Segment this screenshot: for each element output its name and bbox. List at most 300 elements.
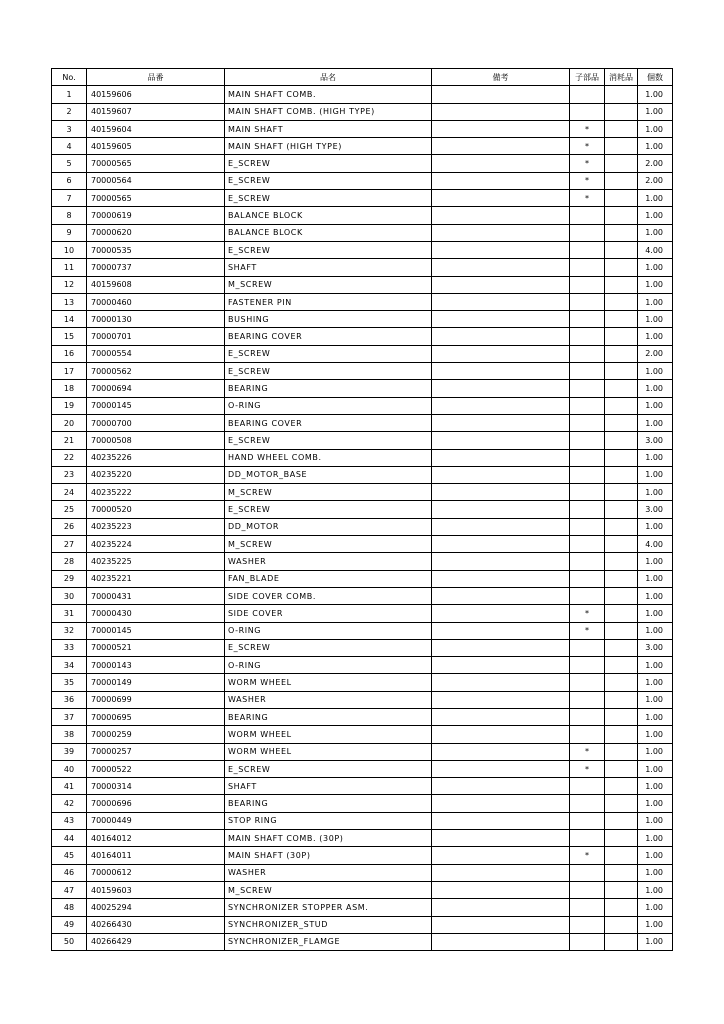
- row-number: 50: [52, 933, 87, 950]
- part-name-cell: BALANCE BLOCK: [225, 224, 432, 241]
- table-row: [52, 86, 673, 103]
- part-number-cell: 70000149: [87, 674, 225, 691]
- quantity-cell: 3.00: [638, 432, 673, 449]
- table-row: [52, 414, 673, 431]
- row-number: 37: [52, 708, 87, 725]
- remarks-cell: [432, 120, 570, 137]
- row-number: 49: [52, 916, 87, 933]
- part-name-cell: MAIN SHAFT COMB. (HIGH TYPE): [225, 103, 432, 120]
- row-number: 48: [52, 899, 87, 916]
- remarks-cell: [432, 397, 570, 414]
- sub-part-mark-cell: *: [570, 760, 605, 777]
- row-number: 15: [52, 328, 87, 345]
- table-row: [52, 830, 673, 847]
- sub-part-mark-cell: [570, 414, 605, 431]
- part-number-cell: 70000565: [87, 155, 225, 172]
- consumable-mark-cell: [605, 120, 638, 137]
- part-number-cell: 70000737: [87, 259, 225, 276]
- quantity-cell: 1.00: [638, 363, 673, 380]
- header-sub-part: 子部品: [570, 69, 605, 86]
- quantity-cell: 1.00: [638, 466, 673, 483]
- table-row: [52, 103, 673, 120]
- quantity-cell: 1.00: [638, 657, 673, 674]
- sub-part-mark-cell: *: [570, 172, 605, 189]
- remarks-cell: [432, 190, 570, 207]
- table-row: [52, 345, 673, 362]
- part-number-cell: 70000695: [87, 708, 225, 725]
- table-row: [52, 501, 673, 518]
- part-name-cell: SIDE COVER COMB.: [225, 587, 432, 604]
- table-body: [52, 86, 673, 951]
- sub-part-mark-cell: [570, 466, 605, 483]
- part-number-cell: 40025294: [87, 899, 225, 916]
- part-name-cell: MAIN SHAFT (30P): [225, 847, 432, 864]
- quantity-cell: 1.00: [638, 743, 673, 760]
- remarks-cell: [432, 103, 570, 120]
- row-number: 18: [52, 380, 87, 397]
- table-row: [52, 536, 673, 553]
- part-name-cell: M_SCREW: [225, 276, 432, 293]
- quantity-cell: 1.00: [638, 293, 673, 310]
- part-number-cell: 40159604: [87, 120, 225, 137]
- quantity-cell: 1.00: [638, 449, 673, 466]
- remarks-cell: [432, 743, 570, 760]
- row-number: 9: [52, 224, 87, 241]
- quantity-cell: 1.00: [638, 103, 673, 120]
- quantity-cell: 1.00: [638, 605, 673, 622]
- sub-part-mark-cell: [570, 708, 605, 725]
- part-name-cell: E_SCREW: [225, 345, 432, 362]
- table-row: [52, 899, 673, 916]
- part-name-cell: MAIN SHAFT (HIGH TYPE): [225, 138, 432, 155]
- remarks-cell: [432, 570, 570, 587]
- part-name-cell: MAIN SHAFT COMB.: [225, 86, 432, 103]
- table-row: [52, 657, 673, 674]
- row-number: 32: [52, 622, 87, 639]
- parts-list-table: [51, 68, 673, 951]
- quantity-cell: 1.00: [638, 864, 673, 881]
- quantity-cell: 1.00: [638, 328, 673, 345]
- part-name-cell: E_SCREW: [225, 760, 432, 777]
- consumable-mark-cell: [605, 933, 638, 950]
- part-name-cell: E_SCREW: [225, 501, 432, 518]
- table-row: [52, 622, 673, 639]
- row-number: 28: [52, 553, 87, 570]
- part-number-cell: 40159603: [87, 881, 225, 898]
- table-row: [52, 207, 673, 224]
- consumable-mark-cell: [605, 743, 638, 760]
- quantity-cell: 1.00: [638, 380, 673, 397]
- row-number: 39: [52, 743, 87, 760]
- table-row: [52, 916, 673, 933]
- row-number: 11: [52, 259, 87, 276]
- header-part-name: 品名: [225, 69, 432, 86]
- sub-part-mark-cell: [570, 812, 605, 829]
- part-number-cell: 70000145: [87, 397, 225, 414]
- part-number-cell: 40159606: [87, 86, 225, 103]
- part-number-cell: 70000460: [87, 293, 225, 310]
- remarks-cell: [432, 224, 570, 241]
- quantity-cell: 4.00: [638, 536, 673, 553]
- quantity-cell: 3.00: [638, 639, 673, 656]
- row-number: 45: [52, 847, 87, 864]
- part-number-cell: 40235222: [87, 484, 225, 501]
- table-row: [52, 553, 673, 570]
- sub-part-mark-cell: [570, 311, 605, 328]
- part-name-cell: BEARING: [225, 708, 432, 725]
- part-number-cell: 70000564: [87, 172, 225, 189]
- consumable-mark-cell: [605, 916, 638, 933]
- part-name-cell: M_SCREW: [225, 536, 432, 553]
- row-number: 3: [52, 120, 87, 137]
- row-number: 13: [52, 293, 87, 310]
- table-row: [52, 138, 673, 155]
- consumable-mark-cell: [605, 553, 638, 570]
- remarks-cell: [432, 380, 570, 397]
- part-number-cell: 70000565: [87, 190, 225, 207]
- remarks-cell: [432, 726, 570, 743]
- sub-part-mark-cell: [570, 570, 605, 587]
- table-row: [52, 933, 673, 950]
- row-number: 17: [52, 363, 87, 380]
- consumable-mark-cell: [605, 311, 638, 328]
- part-name-cell: E_SCREW: [225, 241, 432, 258]
- part-number-cell: 70000554: [87, 345, 225, 362]
- part-name-cell: WORM WHEEL: [225, 674, 432, 691]
- consumable-mark-cell: [605, 726, 638, 743]
- sub-part-mark-cell: [570, 363, 605, 380]
- part-number-cell: 40266430: [87, 916, 225, 933]
- consumable-mark-cell: [605, 345, 638, 362]
- consumable-mark-cell: [605, 881, 638, 898]
- consumable-mark-cell: [605, 466, 638, 483]
- consumable-mark-cell: [605, 518, 638, 535]
- quantity-cell: 1.00: [638, 899, 673, 916]
- part-name-cell: WORM WHEEL: [225, 743, 432, 760]
- remarks-cell: [432, 432, 570, 449]
- remarks-cell: [432, 916, 570, 933]
- part-name-cell: E_SCREW: [225, 155, 432, 172]
- header-remarks: 備考: [432, 69, 570, 86]
- part-name-cell: WASHER: [225, 864, 432, 881]
- consumable-mark-cell: [605, 657, 638, 674]
- row-number: 16: [52, 345, 87, 362]
- table-row: [52, 743, 673, 760]
- quantity-cell: 1.00: [638, 207, 673, 224]
- remarks-cell: [432, 207, 570, 224]
- part-number-cell: 70000130: [87, 311, 225, 328]
- table-row: [52, 708, 673, 725]
- row-number: 7: [52, 190, 87, 207]
- table-row: [52, 293, 673, 310]
- part-name-cell: BEARING: [225, 380, 432, 397]
- row-number: 21: [52, 432, 87, 449]
- quantity-cell: 1.00: [638, 259, 673, 276]
- part-name-cell: BEARING: [225, 795, 432, 812]
- quantity-cell: 1.00: [638, 622, 673, 639]
- quantity-cell: 1.00: [638, 484, 673, 501]
- table-row: [52, 587, 673, 604]
- quantity-cell: 1.00: [638, 830, 673, 847]
- part-name-cell: BEARING COVER: [225, 414, 432, 431]
- table-row: [52, 363, 673, 380]
- consumable-mark-cell: [605, 708, 638, 725]
- row-number: 27: [52, 536, 87, 553]
- sub-part-mark-cell: [570, 674, 605, 691]
- header-quantity: 個数: [638, 69, 673, 86]
- remarks-cell: [432, 899, 570, 916]
- remarks-cell: [432, 241, 570, 258]
- remarks-cell: [432, 864, 570, 881]
- sub-part-mark-cell: [570, 864, 605, 881]
- header-no: No.: [52, 69, 87, 86]
- remarks-cell: [432, 622, 570, 639]
- part-number-cell: 70000522: [87, 760, 225, 777]
- remarks-cell: [432, 466, 570, 483]
- remarks-cell: [432, 501, 570, 518]
- part-number-cell: 70000699: [87, 691, 225, 708]
- table-row: [52, 484, 673, 501]
- table-row: [52, 432, 673, 449]
- part-number-cell: 70000701: [87, 328, 225, 345]
- quantity-cell: 1.00: [638, 847, 673, 864]
- sub-part-mark-cell: *: [570, 155, 605, 172]
- remarks-cell: [432, 518, 570, 535]
- row-number: 44: [52, 830, 87, 847]
- sub-part-mark-cell: [570, 328, 605, 345]
- consumable-mark-cell: [605, 293, 638, 310]
- row-number: 20: [52, 414, 87, 431]
- quantity-cell: 2.00: [638, 345, 673, 362]
- remarks-cell: [432, 345, 570, 362]
- sub-part-mark-cell: [570, 916, 605, 933]
- consumable-mark-cell: [605, 778, 638, 795]
- quantity-cell: 1.00: [638, 120, 673, 137]
- quantity-cell: 1.00: [638, 414, 673, 431]
- sub-part-mark-cell: [570, 484, 605, 501]
- quantity-cell: 3.00: [638, 501, 673, 518]
- remarks-cell: [432, 708, 570, 725]
- part-number-cell: 70000431: [87, 587, 225, 604]
- row-number: 12: [52, 276, 87, 293]
- quantity-cell: 1.00: [638, 138, 673, 155]
- part-name-cell: SYNCHRONIZER_STUD: [225, 916, 432, 933]
- remarks-cell: [432, 605, 570, 622]
- sub-part-mark-cell: [570, 397, 605, 414]
- sub-part-mark-cell: [570, 795, 605, 812]
- consumable-mark-cell: [605, 760, 638, 777]
- table-row: [52, 380, 673, 397]
- remarks-cell: [432, 830, 570, 847]
- row-number: 40: [52, 760, 87, 777]
- consumable-mark-cell: [605, 674, 638, 691]
- consumable-mark-cell: [605, 103, 638, 120]
- table-row: [52, 518, 673, 535]
- table-row: [52, 241, 673, 258]
- consumable-mark-cell: [605, 830, 638, 847]
- sub-part-mark-cell: *: [570, 622, 605, 639]
- row-number: 6: [52, 172, 87, 189]
- remarks-cell: [432, 172, 570, 189]
- row-number: 23: [52, 466, 87, 483]
- remarks-cell: [432, 881, 570, 898]
- sub-part-mark-cell: [570, 830, 605, 847]
- part-number-cell: 40235225: [87, 553, 225, 570]
- part-name-cell: SHAFT: [225, 778, 432, 795]
- part-name-cell: BALANCE BLOCK: [225, 207, 432, 224]
- quantity-cell: 1.00: [638, 570, 673, 587]
- part-number-cell: 70000535: [87, 241, 225, 258]
- consumable-mark-cell: [605, 691, 638, 708]
- remarks-cell: [432, 363, 570, 380]
- consumable-mark-cell: [605, 397, 638, 414]
- table-row: [52, 691, 673, 708]
- part-name-cell: FASTENER PIN: [225, 293, 432, 310]
- table-row: [52, 155, 673, 172]
- part-name-cell: E_SCREW: [225, 190, 432, 207]
- row-number: 38: [52, 726, 87, 743]
- table-header-row: [52, 69, 673, 86]
- consumable-mark-cell: [605, 449, 638, 466]
- part-number-cell: 70000694: [87, 380, 225, 397]
- quantity-cell: 1.00: [638, 760, 673, 777]
- remarks-cell: [432, 795, 570, 812]
- part-number-cell: 70000259: [87, 726, 225, 743]
- table-row: [52, 605, 673, 622]
- consumable-mark-cell: [605, 259, 638, 276]
- consumable-mark-cell: [605, 138, 638, 155]
- part-name-cell: E_SCREW: [225, 363, 432, 380]
- row-number: 26: [52, 518, 87, 535]
- consumable-mark-cell: [605, 380, 638, 397]
- consumable-mark-cell: [605, 190, 638, 207]
- sub-part-mark-cell: *: [570, 743, 605, 760]
- consumable-mark-cell: [605, 639, 638, 656]
- row-number: 14: [52, 311, 87, 328]
- sub-part-mark-cell: *: [570, 605, 605, 622]
- remarks-cell: [432, 587, 570, 604]
- row-number: 25: [52, 501, 87, 518]
- quantity-cell: 2.00: [638, 172, 673, 189]
- part-number-cell: 70000620: [87, 224, 225, 241]
- table-row: [52, 172, 673, 189]
- table-row: [52, 812, 673, 829]
- table-row: [52, 120, 673, 137]
- part-number-cell: 70000696: [87, 795, 225, 812]
- part-name-cell: FAN_BLADE: [225, 570, 432, 587]
- table-row: [52, 639, 673, 656]
- consumable-mark-cell: [605, 622, 638, 639]
- part-name-cell: MAIN SHAFT COMB. (30P): [225, 830, 432, 847]
- part-name-cell: SHAFT: [225, 259, 432, 276]
- row-number: 35: [52, 674, 87, 691]
- row-number: 22: [52, 449, 87, 466]
- part-number-cell: 70000508: [87, 432, 225, 449]
- sub-part-mark-cell: [570, 518, 605, 535]
- part-number-cell: 40164011: [87, 847, 225, 864]
- sub-part-mark-cell: [570, 639, 605, 656]
- quantity-cell: 1.00: [638, 916, 673, 933]
- sub-part-mark-cell: [570, 103, 605, 120]
- consumable-mark-cell: [605, 207, 638, 224]
- sub-part-mark-cell: [570, 899, 605, 916]
- row-number: 2: [52, 103, 87, 120]
- sub-part-mark-cell: [570, 380, 605, 397]
- sub-part-mark-cell: [570, 241, 605, 258]
- quantity-cell: 1.00: [638, 778, 673, 795]
- consumable-mark-cell: [605, 847, 638, 864]
- consumable-mark-cell: [605, 432, 638, 449]
- sub-part-mark-cell: [570, 501, 605, 518]
- quantity-cell: 1.00: [638, 86, 673, 103]
- sub-part-mark-cell: [570, 224, 605, 241]
- remarks-cell: [432, 691, 570, 708]
- part-number-cell: 70000521: [87, 639, 225, 656]
- consumable-mark-cell: [605, 328, 638, 345]
- remarks-cell: [432, 639, 570, 656]
- sub-part-mark-cell: [570, 259, 605, 276]
- part-name-cell: M_SCREW: [225, 881, 432, 898]
- consumable-mark-cell: [605, 276, 638, 293]
- remarks-cell: [432, 760, 570, 777]
- sub-part-mark-cell: [570, 553, 605, 570]
- row-number: 43: [52, 812, 87, 829]
- row-number: 31: [52, 605, 87, 622]
- part-name-cell: HAND WHEEL COMB.: [225, 449, 432, 466]
- part-number-cell: 40164012: [87, 830, 225, 847]
- part-name-cell: DD_MOTOR_BASE: [225, 466, 432, 483]
- remarks-cell: [432, 414, 570, 431]
- part-number-cell: 40235221: [87, 570, 225, 587]
- part-number-cell: 70000257: [87, 743, 225, 760]
- row-number: 47: [52, 881, 87, 898]
- table-row: [52, 674, 673, 691]
- part-name-cell: BUSHING: [225, 311, 432, 328]
- table-row: [52, 466, 673, 483]
- consumable-mark-cell: [605, 241, 638, 258]
- row-number: 29: [52, 570, 87, 587]
- quantity-cell: 1.00: [638, 553, 673, 570]
- consumable-mark-cell: [605, 172, 638, 189]
- remarks-cell: [432, 484, 570, 501]
- quantity-cell: 1.00: [638, 518, 673, 535]
- sub-part-mark-cell: [570, 432, 605, 449]
- remarks-cell: [432, 138, 570, 155]
- part-number-cell: 70000619: [87, 207, 225, 224]
- remarks-cell: [432, 778, 570, 795]
- row-number: 41: [52, 778, 87, 795]
- table-row: [52, 190, 673, 207]
- sub-part-mark-cell: [570, 587, 605, 604]
- header-part-number: 品番: [87, 69, 225, 86]
- quantity-cell: 1.00: [638, 812, 673, 829]
- remarks-cell: [432, 933, 570, 950]
- part-name-cell: M_SCREW: [225, 484, 432, 501]
- remarks-cell: [432, 553, 570, 570]
- sub-part-mark-cell: [570, 726, 605, 743]
- remarks-cell: [432, 259, 570, 276]
- row-number: 46: [52, 864, 87, 881]
- part-number-cell: 70000314: [87, 778, 225, 795]
- remarks-cell: [432, 674, 570, 691]
- part-number-cell: 70000430: [87, 605, 225, 622]
- part-number-cell: 40266429: [87, 933, 225, 950]
- remarks-cell: [432, 847, 570, 864]
- table-row: [52, 259, 673, 276]
- part-name-cell: E_SCREW: [225, 172, 432, 189]
- consumable-mark-cell: [605, 484, 638, 501]
- part-name-cell: O-RING: [225, 397, 432, 414]
